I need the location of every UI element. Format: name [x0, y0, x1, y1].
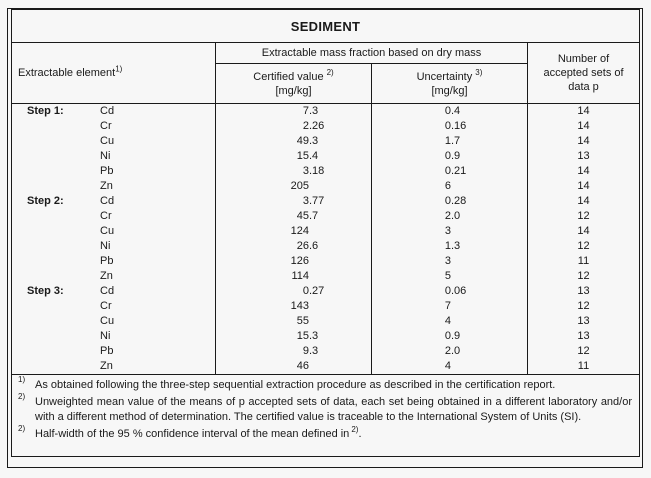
- element-cell: [12, 254, 216, 269]
- certified-value-cell: [216, 269, 372, 284]
- footnotes-cell: [12, 375, 640, 457]
- element-cell: [12, 104, 216, 120]
- element-cell: [12, 299, 216, 314]
- certified-value-cell: [216, 134, 372, 149]
- header-row-group: [12, 43, 640, 64]
- element-symbol: Cd: [100, 105, 115, 117]
- accepted-sets-cell: 11: [528, 254, 640, 269]
- certified-value-cell-frac: .77: [309, 195, 325, 207]
- certified-value-cell-int: 49: [296, 135, 309, 147]
- col-header-mass-fraction: Extractable mass fraction based on dry mass: [216, 43, 528, 64]
- accepted-sets-cell: 14: [528, 104, 640, 120]
- uncertainty-cell-int: 0: [444, 150, 451, 162]
- uncertainty-cell: [372, 299, 528, 314]
- accepted-sets-cell: 14: [528, 134, 640, 149]
- table-row: [12, 269, 640, 284]
- certified-value-cell-frac: .26: [309, 120, 325, 132]
- element-cell: [12, 119, 216, 134]
- element-cell: [12, 134, 216, 149]
- uncertainty-cell: [372, 179, 528, 194]
- accepted-sets-cell: 13: [528, 284, 640, 299]
- certified-value-cell: [216, 164, 372, 179]
- step-label: Step 1:: [27, 105, 64, 117]
- uncertainty-cell-int: 2: [444, 345, 451, 357]
- element-cell: [12, 269, 216, 284]
- footnotes-row: [12, 375, 640, 457]
- certified-value-cell: [216, 149, 372, 164]
- table-row: [12, 119, 640, 134]
- uncertainty-cell: [372, 104, 528, 120]
- uncertainty-cell-frac: .4: [451, 105, 461, 117]
- certified-value-cell-frac: .27: [309, 285, 325, 297]
- element-symbol: Cu: [100, 225, 115, 237]
- certified-value-cell-frac: .3: [309, 330, 319, 342]
- col-header-uncertainty: [372, 64, 528, 104]
- uncertainty-cell-int: 6: [444, 180, 451, 192]
- element-symbol: Cr: [100, 120, 112, 132]
- accepted-sets-cell: 14: [528, 119, 640, 134]
- uncertainty-label: Uncertainty: [416, 70, 473, 83]
- certified-value-cell: [216, 104, 372, 120]
- element-symbol: Pb: [100, 345, 114, 357]
- certified-value-label: Certified value: [253, 70, 324, 83]
- accepted-sets-cell: 12: [528, 209, 640, 224]
- certified-value-cell: [216, 284, 372, 299]
- uncertainty-cell: [372, 284, 528, 299]
- uncertainty-cell: [372, 224, 528, 239]
- certified-value-cell-frac: .18: [309, 165, 325, 177]
- footnote-text: As obtained following the three-step sequential extraction procedure as described in the certification report.: [35, 379, 556, 391]
- element-symbol: Zn: [100, 270, 113, 282]
- uncertainty-cell-frac: .9: [451, 330, 461, 342]
- uncertainty-cell: [372, 329, 528, 344]
- certified-value-cell-int: 126: [290, 255, 309, 267]
- footnote: 2) Unweighted mean value of the means of p accepted sets of data, each set being obtained in a different laboratory and/or with a different method of determination. The certified value is traceable to the International System of Units (SI).: [18, 391, 633, 423]
- table-row: [12, 194, 640, 209]
- element-symbol: Cr: [100, 300, 112, 312]
- footnote-text: Unweighted mean value of the means of p accepted sets of data, each set being obtained in a different laboratory and/or with a different method of determination. The certified value is traceable to the International System of Units (SI).: [35, 395, 633, 423]
- certified-value-cell: [216, 239, 372, 254]
- table-row: [12, 329, 640, 344]
- uncertainty-cell: [372, 269, 528, 284]
- accepted-sets-cell: 14: [528, 194, 640, 209]
- certified-value-cell: [216, 194, 372, 209]
- uncertainty-cell-int: 0: [444, 165, 451, 177]
- certified-value-cell: [216, 119, 372, 134]
- uncertainty-cell: [372, 239, 528, 254]
- table-title: SEDIMENT: [12, 10, 640, 43]
- table-row: [12, 314, 640, 329]
- uncertainty-cell-int: 1: [444, 240, 451, 252]
- element-symbol: Ni: [100, 330, 111, 342]
- certified-value-cell-frac: .3: [309, 135, 319, 147]
- accepted-sets-cell: 11: [528, 359, 640, 375]
- element-symbol: Ni: [100, 240, 111, 252]
- uncertainty-cell-frac: .28: [451, 195, 467, 207]
- certified-value-cell-int: 55: [296, 315, 309, 327]
- uncertainty-cell-int: 0: [444, 285, 451, 297]
- document-frame: [7, 8, 643, 468]
- uncertainty-cell-frac: .3: [451, 240, 461, 252]
- accepted-sets-cell: 14: [528, 224, 640, 239]
- accepted-sets-cell: 12: [528, 239, 640, 254]
- table-row: [12, 254, 640, 269]
- certified-value-cell: [216, 254, 372, 269]
- accepted-sets-cell: 12: [528, 299, 640, 314]
- uncertainty-cell-int: 3: [444, 225, 451, 237]
- table-row: [12, 239, 640, 254]
- accepted-sets-cell: 12: [528, 269, 640, 284]
- certified-value-cell-frac: .4: [309, 150, 319, 162]
- element-symbol: Zn: [100, 360, 113, 372]
- certified-value-cell: [216, 314, 372, 329]
- table-row: [12, 224, 640, 239]
- footnote-text: Half-width of the 95 % confidence interval of the mean defined in: [35, 427, 350, 440]
- certified-value-cell: [216, 344, 372, 359]
- certified-value-cell-int: 15: [296, 330, 309, 342]
- certified-value-cell: [216, 224, 372, 239]
- uncertainty-cell-int: 2: [444, 210, 451, 222]
- step-label: Step 2:: [27, 195, 64, 207]
- certified-value-cell-int: 124: [290, 225, 309, 237]
- accepted-sets-cell: 14: [528, 179, 640, 194]
- uncertainty-cell-int: 0: [444, 105, 451, 117]
- element-cell: [12, 149, 216, 164]
- footnote-ref-1-icon: 1): [115, 64, 123, 74]
- footnote-ref-3: 3): [475, 67, 483, 77]
- uncertainty-cell-frac: .21: [451, 165, 467, 177]
- uncertainty-cell-int: 5: [444, 270, 451, 282]
- step-label: Step 3:: [27, 285, 64, 297]
- uncertainty-cell-int: 0: [444, 120, 451, 132]
- uncertainty-cell-int: 0: [444, 330, 451, 342]
- uncertainty-cell-frac: .16: [451, 120, 467, 132]
- uncertainty-cell: [372, 194, 528, 209]
- element-cell: [12, 329, 216, 344]
- uncertainty-cell-frac: .9: [451, 150, 461, 162]
- element-symbol: Pb: [100, 165, 114, 177]
- certified-value-cell-int: 46: [296, 360, 309, 372]
- footnotes-list: [15, 375, 633, 442]
- col-header-accepted-sets: Number of accepted sets of data p: [528, 43, 640, 104]
- footnote: 1) As obtained following the three-step sequential extraction procedure as described in the certification report.: [18, 375, 556, 391]
- col-header-certified-value: [216, 64, 372, 104]
- uncertainty-cell-frac: .0: [451, 210, 461, 222]
- sediment-table: [11, 9, 640, 457]
- element-cell: [12, 344, 216, 359]
- element-cell: [12, 194, 216, 209]
- certified-value-cell-int: 7: [302, 105, 309, 117]
- element-cell: [12, 239, 216, 254]
- extractable-element-label: Extractable element: [18, 67, 116, 79]
- table-row: [12, 359, 640, 375]
- uncertainty-cell: [372, 119, 528, 134]
- title-row: [12, 10, 640, 43]
- certified-value-cell-int: 205: [290, 180, 309, 192]
- certified-value-cell-frac: .3: [309, 345, 319, 357]
- element-cell: [12, 224, 216, 239]
- element-symbol: Pb: [100, 255, 114, 267]
- uncertainty-cell-int: 0: [444, 195, 451, 207]
- certified-value-cell-int: 143: [290, 300, 309, 312]
- uncertainty-cell: [372, 164, 528, 179]
- uncertainty-cell-int: 1: [444, 135, 451, 147]
- certified-value-cell-int: 114: [291, 270, 309, 282]
- certified-value-cell-int: 3: [302, 165, 309, 177]
- uncertainty-cell-frac: .0: [451, 345, 461, 357]
- uncertainty-cell: [372, 359, 528, 375]
- certified-value-cell-frac: .7: [309, 210, 319, 222]
- uncertainty-cell: [372, 344, 528, 359]
- uncertainty-cell-int: 7: [444, 300, 451, 312]
- footnote-inline-ref: 2): [351, 424, 359, 434]
- element-cell: [12, 179, 216, 194]
- table-row: [12, 179, 640, 194]
- footnote-tail: .: [358, 427, 362, 440]
- element-symbol: Cu: [100, 135, 115, 147]
- certified-value-cell: [216, 179, 372, 194]
- element-symbol: Cr: [100, 210, 112, 222]
- element-cell: [12, 164, 216, 179]
- table-body: [12, 104, 640, 375]
- certified-value-cell: [216, 329, 372, 344]
- footnote-ref-2: 2): [326, 67, 334, 77]
- certified-value-cell: [216, 359, 372, 375]
- table-row: [12, 134, 640, 149]
- element-symbol: Cu: [100, 315, 115, 327]
- certified-value-cell: [216, 299, 372, 314]
- accepted-sets-cell: 13: [528, 314, 640, 329]
- certified-value-cell-int: 0: [302, 285, 309, 297]
- certified-value-cell-int: 9: [302, 345, 309, 357]
- table-row: [12, 299, 640, 314]
- element-symbol: Zn: [100, 180, 113, 192]
- accepted-sets-cell: 13: [528, 329, 640, 344]
- table-row: [12, 149, 640, 164]
- element-cell: [12, 209, 216, 224]
- accepted-sets-cell: 12: [528, 344, 640, 359]
- uncertainty-cell: [372, 134, 528, 149]
- uncertainty-cell: [372, 209, 528, 224]
- table-row: [12, 104, 640, 120]
- uncertainty-unit: [mg/kg]: [431, 84, 468, 97]
- element-cell: [12, 314, 216, 329]
- accepted-sets-cell: 13: [528, 149, 640, 164]
- uncertainty-cell: [372, 254, 528, 269]
- uncertainty-cell-frac: .7: [451, 135, 461, 147]
- certified-value-cell-int: 26: [296, 240, 309, 252]
- certified-value-cell-int: 15: [296, 150, 309, 162]
- certified-value-cell: [216, 209, 372, 224]
- element-cell: [12, 284, 216, 299]
- certified-value-cell-int: 2: [302, 120, 309, 132]
- table-row: [12, 284, 640, 299]
- uncertainty-cell: [372, 149, 528, 164]
- uncertainty-cell-frac: .06: [451, 285, 467, 297]
- element-symbol: Cd: [100, 195, 115, 207]
- uncertainty-cell-int: 4: [444, 360, 451, 372]
- uncertainty-cell-int: 4: [444, 315, 451, 327]
- certified-value-cell-frac: .3: [309, 105, 319, 117]
- certified-value-cell-int: 45: [296, 210, 309, 222]
- uncertainty-cell-int: 3: [444, 255, 451, 267]
- table-row: [12, 164, 640, 179]
- footnotes-section: [12, 375, 640, 457]
- certified-value-cell-frac: .6: [309, 240, 319, 252]
- certified-value-unit: [mg/kg]: [275, 84, 312, 97]
- element-symbol: Ni: [100, 150, 111, 162]
- col-header-extractable-element: [12, 43, 216, 104]
- table-row: [12, 344, 640, 359]
- table-row: [12, 209, 640, 224]
- element-symbol: Cd: [100, 285, 115, 297]
- uncertainty-cell: [372, 314, 528, 329]
- certified-value-cell-int: 3: [302, 195, 309, 207]
- element-cell: [12, 359, 216, 375]
- footnote: 2) Half-width of the 95 % confidence interval of the mean defined in $^{2)}$.: [18, 423, 362, 440]
- accepted-sets-cell: 14: [528, 164, 640, 179]
